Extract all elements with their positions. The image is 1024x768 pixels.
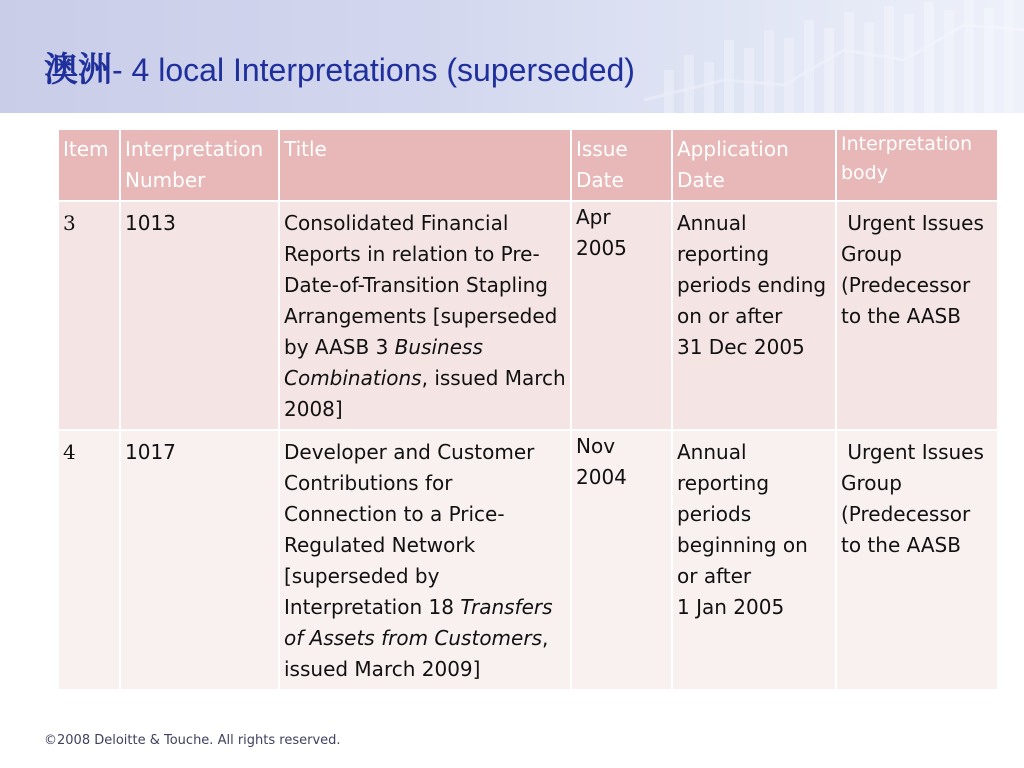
decorative-bars-graphic xyxy=(604,0,1024,113)
col-header-interpretation-number: Interpretation Number xyxy=(121,130,278,200)
cell-issue-date: Apr 2005 xyxy=(572,202,671,429)
cell-interpretation-number: 1017 xyxy=(121,431,278,689)
cell-item: 3 xyxy=(59,202,119,429)
cell-item: 4 xyxy=(59,431,119,689)
col-header-application-date: Application Date xyxy=(673,130,835,200)
col-header-issue-date: Issue Date xyxy=(572,130,671,200)
interpretations-table xyxy=(57,128,999,691)
cell-interpretation-body: Urgent Issues Group (Predecessor to the AASB xyxy=(837,202,997,429)
title-banner xyxy=(0,0,1024,113)
table-row xyxy=(59,431,997,689)
cell-application-date: Annual reporting periods beginning on or after 1 Jan 2005 xyxy=(673,431,835,689)
col-header-interpretation-body: Interpretation body xyxy=(837,130,997,200)
cell-interpretation-number: 1013 xyxy=(121,202,278,429)
cell-application-date: Annual reporting periods ending on or after 31 Dec 2005 xyxy=(673,202,835,429)
title-text: - 4 local Interpretations (superseded) xyxy=(112,52,635,88)
cell-interpretation-body: Urgent Issues Group (Predecessor to the AASB xyxy=(837,431,997,689)
cell-issue-date: Nov 2004 xyxy=(572,431,671,689)
table-header-row xyxy=(59,130,997,200)
col-header-item: Item xyxy=(59,130,119,200)
cell-title: Consolidated Financial Reports in relation to Pre-Date-of-Transition Stapling Arrangements [superseded by AASB 3 Business Combinations, issued March 2008] xyxy=(280,202,570,429)
title-chinese: 澳洲 xyxy=(44,50,112,90)
cell-title: Developer and Customer Contributions for Connection to a Price-Regulated Network [superseded by Interpretation 18 Transfers of Assets from Customers, issued March 2009] xyxy=(280,431,570,689)
page-title xyxy=(44,42,635,91)
col-header-title: Title xyxy=(280,130,570,200)
table-row xyxy=(59,202,997,429)
copyright-footer: ©2008 Deloitte & Touche. All rights reserved. xyxy=(44,733,341,748)
